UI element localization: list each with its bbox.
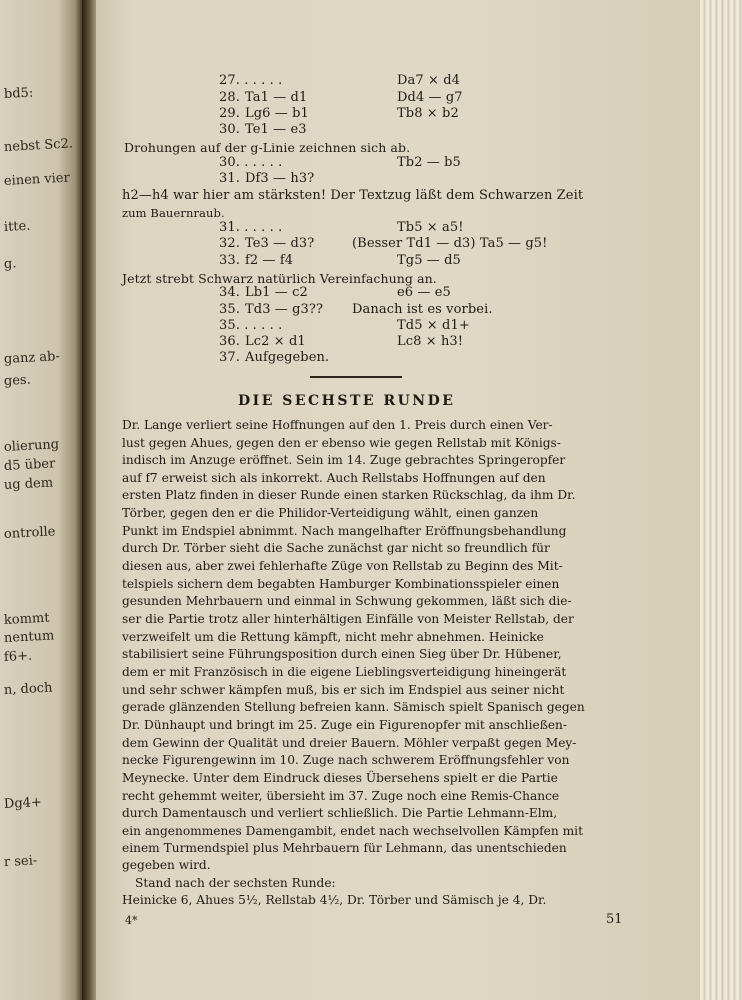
move-black: (Besser Td1 — d3) Ta5 — g5! <box>352 236 548 251</box>
left-fragment: kommt <box>3 610 50 628</box>
annotation: h2—h4 war hier am stärksten! Der Textzug läßt dem Schwarzen Zeit <box>122 188 584 203</box>
move-white: Aufgegeben. <box>245 350 330 365</box>
paragraph-line: gesunden Mehrbauern und einmal in Schwung gekommen, läßt sich die- <box>122 594 572 608</box>
paragraph-line: telspiels sichern dem begabten Hamburger Kombinationsspieler einen <box>122 577 560 591</box>
left-fragment: n, doch <box>3 680 53 698</box>
move-black: Td5 × d1+ <box>397 318 470 333</box>
paragraph-line: Törber, gegen den er die Philidor-Verteidigung wählt, einen ganzen <box>122 506 539 520</box>
paragraph-line: auf f7 erweist sich als inkorrekt. Auch Rellstabs Hoffnungen auf den <box>122 471 546 485</box>
paragraph-line: recht gehemmt weiter, übersieht im 37. Zuge noch eine Remis-Chance <box>122 789 560 803</box>
left-fragment: nebst Sc2. <box>3 136 74 155</box>
move-white: Lg6 — b1 <box>245 106 309 121</box>
move-white: f2 — f4 <box>245 253 294 268</box>
left-fragment: einen vier <box>3 170 71 189</box>
move-black: Tb2 — b5 <box>397 155 461 170</box>
left-fragment: ontrolle <box>3 524 56 542</box>
move-number: 31. . . . . . <box>219 220 283 235</box>
section-heading: DIE SECHSTE RUNDE <box>238 393 456 409</box>
move-white: Te1 — e3 <box>245 122 307 137</box>
move-black: Tb8 × b2 <box>397 106 459 121</box>
move-white: Lc2 × d1 <box>245 334 306 349</box>
paragraph-line: verzweifelt um die Rettung kämpft, nicht mehr abnehmen. Heinicke <box>122 630 544 644</box>
move-number: 28. <box>219 90 240 105</box>
move-number: 34. <box>219 285 240 300</box>
left-fragment: f6+. <box>3 648 33 665</box>
annotation: zum Bauernraub. <box>122 206 225 220</box>
left-fragment: r sei- <box>3 853 38 870</box>
paragraph-line: durch Damentausch und verliert schließlich. Die Partie Lehmann-Elm, <box>122 806 558 820</box>
standings-text: Heinicke 6, Ahues 5½, Rellstab 4½, Dr. Törber und Sämisch je 4, Dr. <box>122 893 547 907</box>
paragraph-line: dem Gewinn der Qualität und dreier Bauern. Möhler verpaßt gegen Mey- <box>122 736 577 750</box>
move-black: Tg5 — d5 <box>397 253 461 268</box>
move-number: 31. <box>219 171 240 186</box>
page-edges <box>700 0 742 1000</box>
move-number: 35. . . . . . <box>219 318 283 333</box>
move-number: 30. . . . . . <box>219 155 283 170</box>
move-number: 30. <box>219 122 240 137</box>
move-number: 27. . . . . . <box>219 73 283 88</box>
paragraph-line: einem Turmendspiel plus Mehrbauern für Lehmann, das unentschieden <box>122 841 567 855</box>
move-black: Da7 × d4 <box>397 73 460 88</box>
left-fragment: d5 über <box>3 456 56 474</box>
move-black: Lc8 × h3! <box>397 334 464 349</box>
annotation: Drohungen auf der g-Linie zeichnen sich ab. <box>124 140 411 155</box>
move-number: 36. <box>219 334 240 349</box>
move-number: 37. <box>219 350 240 365</box>
annotation: Jetzt strebt Schwarz natürlich Vereinfachung an. <box>122 271 437 286</box>
left-fragment: ganz ab- <box>3 349 61 367</box>
left-fragment: Dg4+ <box>3 795 43 812</box>
left-fragment: olierung <box>3 437 60 455</box>
move-number: 32. <box>219 236 240 251</box>
move-white: Te3 — d3? <box>245 236 315 251</box>
paragraph-line: Meynecke. Unter dem Eindruck dieses Übersehens spielt er die Partie <box>122 771 558 785</box>
signature-mark: 4* <box>125 914 138 927</box>
paragraph-line: necke Figurengewinn im 10. Zuge nach schwerem Eröffnungsfehler von <box>122 753 570 767</box>
paragraph-line: indisch im Anzuge eröffnet. Sein im 14. Zuge gebrachtes Springeropfer <box>122 453 566 467</box>
left-fragment: bd5: <box>3 85 34 102</box>
paragraph-line: diesen aus, aber zwei fehlerhafte Züge von Rellstab zu Beginn des Mit- <box>122 559 563 573</box>
paragraph-line: und sehr schwer kämpfen muß, bis er sich im Endspiel aus seiner nicht <box>122 683 565 697</box>
move-black: Dd4 — g7 <box>397 90 463 105</box>
move-number: 35. <box>219 302 240 317</box>
left-fragment: itte. <box>3 218 31 235</box>
move-white: Ta1 — d1 <box>245 90 308 105</box>
left-fragment: ug dem <box>3 475 54 493</box>
paragraph-line: dem er mit Französisch in die eigene Lieblingsverteidigung hineingerät <box>122 665 567 679</box>
move-white: Lb1 — c2 <box>245 285 308 300</box>
move-number: 33. <box>219 253 240 268</box>
paragraph-line: Dr. Lange verliert seine Hoffnungen auf den 1. Preis durch einen Ver- <box>122 418 553 432</box>
paragraph-line: Dr. Dünhaupt und bringt im 25. Zuge ein Figurenopfer mit anschließen- <box>122 718 568 732</box>
paragraph-line: ser die Partie trotz aller hinterhältigen Einfälle von Meister Rellstab, der <box>122 612 574 626</box>
paragraph-line: stabilisiert seine Führungsposition durch einen Sieg über Dr. Hübener, <box>122 647 562 661</box>
paragraph-line: gerade glänzenden Stellung befreien kann. Sämisch spielt Spanisch gegen <box>122 700 585 714</box>
move-black: e6 — e5 <box>397 285 451 300</box>
standings-heading: Stand nach der sechsten Runde: <box>135 876 336 890</box>
paragraph-line: durch Dr. Törber sieht die Sache zunächst gar nicht so freundlich für <box>122 541 550 555</box>
move-white: Td3 — g3?? <box>245 302 324 317</box>
left-page-edge <box>0 0 82 1000</box>
left-fragment: ges. <box>3 372 32 389</box>
paragraph-line: gegeben wird. <box>122 858 211 872</box>
move-black: Danach ist es vorbei. <box>352 302 493 317</box>
left-fragment: g. <box>3 256 17 272</box>
section-divider <box>310 376 402 378</box>
paragraph-line: ein angenommenes Damengambit, endet nach wechselvollen Kämpfen mit <box>122 824 583 838</box>
move-black: Tb5 × a5! <box>397 220 464 235</box>
paragraph-line: Punkt im Endspiel abnimmt. Nach mangelhafter Eröffnungsbehandlung <box>122 524 567 538</box>
page-number: 51 <box>606 912 623 927</box>
move-white: Df3 — h3? <box>245 171 315 186</box>
paragraph-line: ersten Platz finden in dieser Runde einen starken Rückschlag, da ihm Dr. <box>122 488 576 502</box>
paragraph-line: lust gegen Ahues, gegen den er ebenso wie gegen Rellstab mit Königs- <box>122 436 561 450</box>
left-fragment: nentum <box>3 628 55 646</box>
move-number: 29. <box>219 106 240 121</box>
